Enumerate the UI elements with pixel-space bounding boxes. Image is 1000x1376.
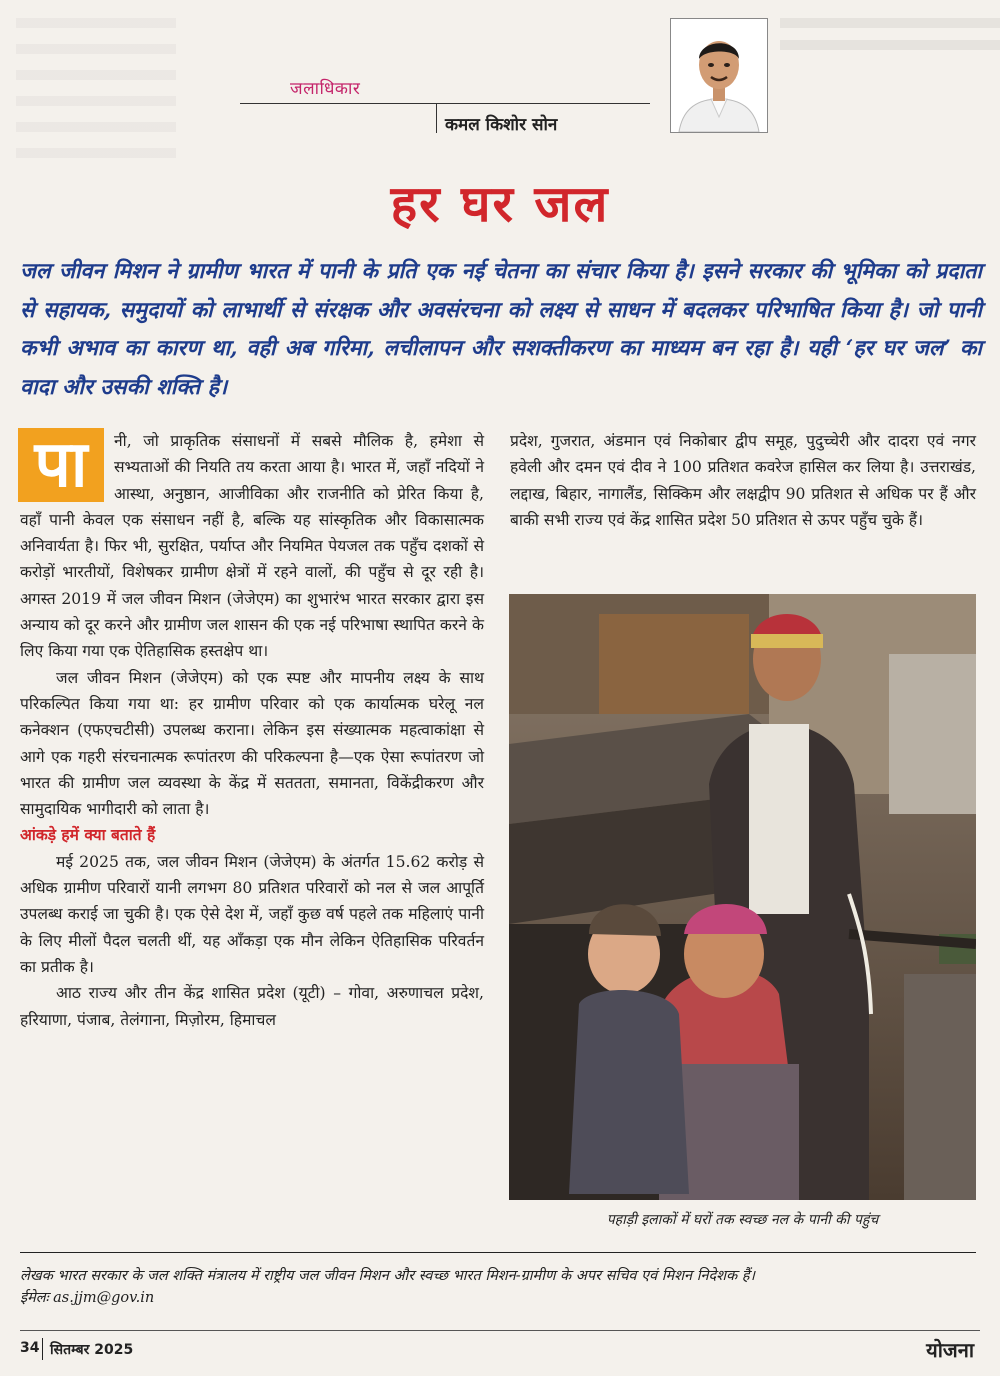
footer-rule xyxy=(20,1330,980,1331)
bleed-through-text xyxy=(16,18,176,158)
issue-date: सितम्बर 2025 xyxy=(50,1342,134,1358)
page-number: 34 xyxy=(20,1340,40,1356)
body-paragraph-3: मई 2025 तक, जल जीवन मिशन (जेजेएम) के अंतर्गत 15.62 करोड़ से अधिक ग्रामीण परिवारों यानी लगभग 80 प्रतिशत परिवारों को नल से जल आपूर्ति उपलब्ध कराई जा चुकी है। एक ऐसे देश में, जहाँ कुछ वर्ष पहले तक महिलाएं पानी के लिए मीलों पैदल चलती थीं, यह आँकड़ा एक मौन लेकिन ऐतिहासिक परिवर्तन का प्रतीक है। xyxy=(20,852,484,976)
body-paragraph-1: नी, जो प्राकृतिक संसाधनों में सबसे मौलिक है, हमेशा से सभ्यताओं की नियति तय करता आया है। भारत में, जहाँ नदियों ने आस्था, अनुष्ठान, आजीविका और राजनीति को प्रेरित किया है, वहाँ पानी केवल एक संसाधन नहीं है, बल्कि यह सांस्कृतिक और विकासात्मक अनिवार्यता है। फिर भी, सुरक्षित, पर्याप्त और नियमित पेयजल तक पहुँच दशकों से करोड़ों भारतीयों, विशेषकर ग्रामीण क्षेत्रों में रहने वालों, की पहुँच से दूर रही है। अगस्त 2019 में जल जीवन मिशन (जेजेएम) का शुभारंभ भारत सरकार द्वारा इस अन्याय को दूर करने और ग्रामीण जल शासन की एक नई परिभाषा स्थापित करने के लिए किया गया एक ऐतिहासिक हस्तक्षेप था। xyxy=(20,432,484,661)
author-portrait xyxy=(670,18,768,133)
section-rubric: जलाधिकार xyxy=(290,79,361,99)
footer-separator xyxy=(42,1338,43,1360)
author-email: ईमेलः as.jjm@gov.in xyxy=(20,1290,155,1306)
village-tap-photo xyxy=(509,594,976,1200)
drop-cap: पा xyxy=(18,428,104,502)
section-subhead: आंकड़े हमें क्या बताते हैं xyxy=(20,826,156,845)
author-footnote xyxy=(20,1265,980,1309)
body-paragraph-2: जल जीवन मिशन (जेजेएम) को एक स्पष्ट और मापनीय लक्ष्य के साथ परिकल्पित किया गया था: हर ग्रामीण परिवार को एक कार्यात्मक घरेलू नल कनेक्शन (एफएचटीसी) उपलब्ध कराना। लेकिन इस संख्यात्मक महत्वाकांक्षा से आगे एक गहरी संरचनात्मक रूपांतरण की परिकल्पना है—एक ऐसा रूपांतरण जो भारत की ग्रामीण जल व्यवस्था के केंद्र में सततता, समानता, विकेंद्रीकरण और सामुदायिक भागीदारी को लाता है। xyxy=(20,668,484,819)
photo-caption: पहाड़ी इलाकों में घरों तक स्वच्छ नल के पानी की पहुंच xyxy=(606,1212,879,1228)
footnote-rule xyxy=(20,1252,976,1253)
author-byline: कमल किशोर सोन xyxy=(445,115,558,135)
body-paragraph-4: आठ राज्य और तीन केंद्र शासित प्रदेश (यूटी) – गोवा, अरुणाचल प्रदेश, हरियाणा, पंजाब, तेलंगाना, मिज़ोरम, हिमाचल xyxy=(20,984,484,1029)
bleed-through-text-right xyxy=(780,18,1000,58)
author-bio: लेखक भारत सरकार के जल शक्ति मंत्रालय में राष्ट्रीय जल जीवन मिशन और स्वच्छ भारत मिशन-ग्रामीण के अपर सचिव एवं मिशन निदेशक हैं। xyxy=(20,1268,756,1284)
body-paragraph-5: प्रदेश, गुजरात, अंडमान एवं निकोबार द्वीप समूह, पुदुच्चेरी और दादरा एवं नगर हवेली और दमन एवं दीव ने 100 प्रतिशत कवरेज हासिल कर लिया है। उत्तराखंड, लद्दाख, बिहार, नागालैंड, सिक्किम और लक्षद्वीप 90 प्रतिशत से अधिक पर हैं और बाकी सभी राज्य एवं केंद्र शासित प्रदेश 50 प्रतिशत से ऊपर पहुँच चुके हैं। xyxy=(510,432,976,529)
byline-divider xyxy=(436,103,437,133)
body-column-right xyxy=(510,428,976,533)
byline-rule xyxy=(240,103,650,104)
article-headline: हर घर जल xyxy=(390,174,610,233)
body-column-left xyxy=(20,428,484,1033)
magazine-name: योजना xyxy=(926,1338,974,1362)
article-standfirst: जल जीवन मिशन ने ग्रामीण भारत में पानी के प्रति एक नई चेतना का संचार किया है। इसने सरकार की भूमिका को प्रदाता से सहायक, समुदायों को लाभार्थी से संरक्षक और अवसंरचना को लक्ष्य से साधन में बदलकर परिभाषित किया है। जो पानी कभी अभाव का कारण था, वही अब गरिमा, लचीलापन और सशक्तीकरण का माध्यम बन रहा है। यही ‘हर घर जल’ का वादा और उसकी शक्ति है। xyxy=(20,259,982,400)
